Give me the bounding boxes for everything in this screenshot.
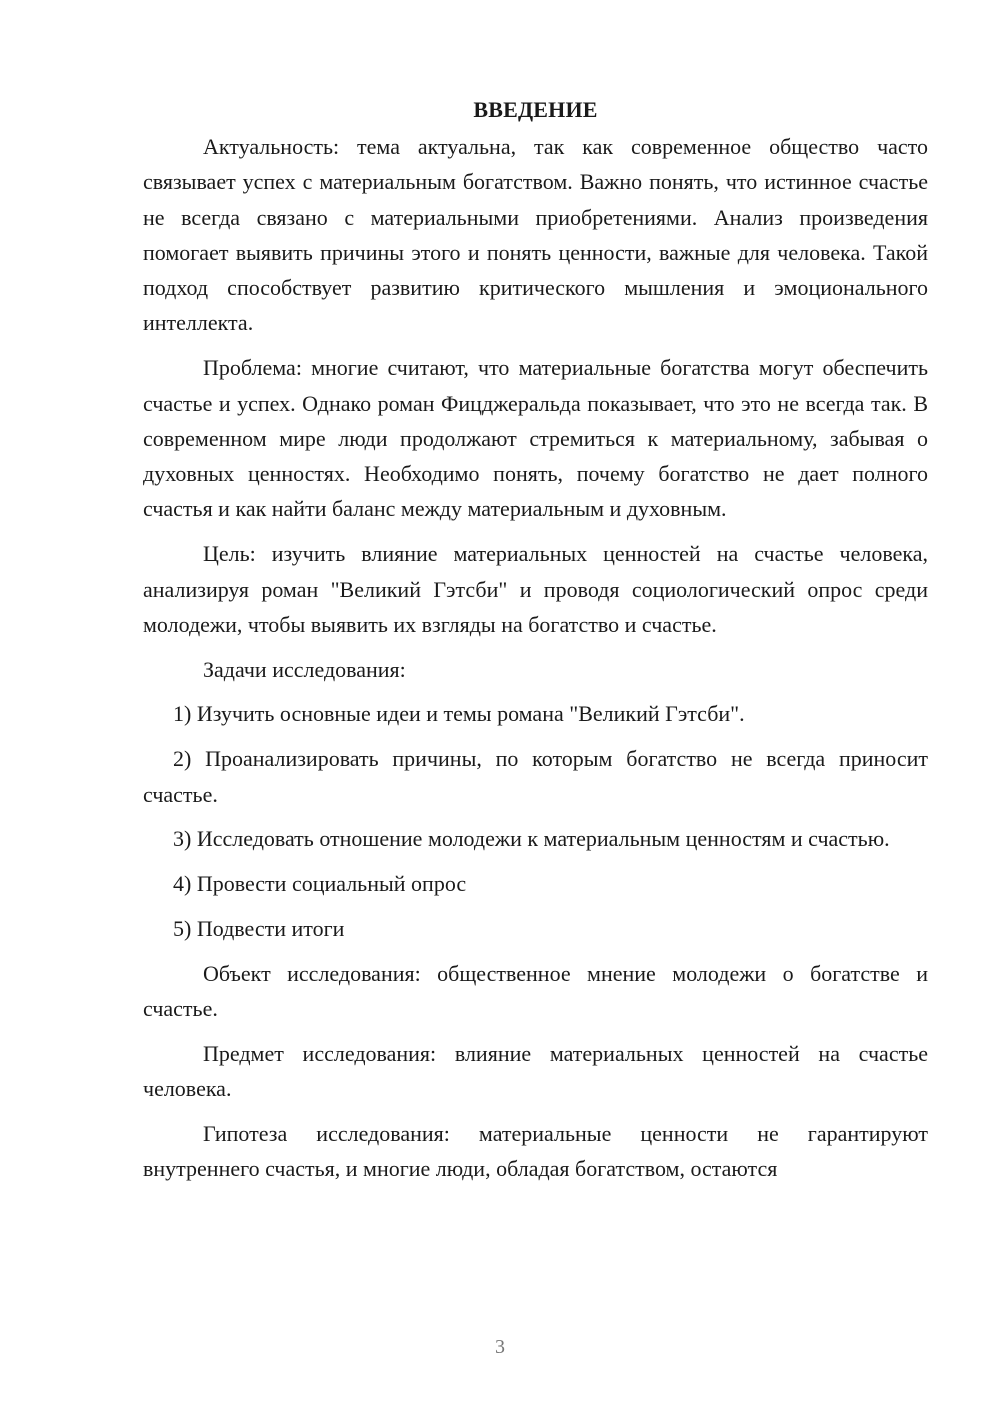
object-paragraph: Объект исследования: общественное мнение молодежи о богатстве и счастье. — [143, 960, 928, 1022]
tasks-heading: Задачи исследования: — [203, 656, 406, 682]
goal-paragraph: Цель: изучить влияние материальных ценностей на счастье человека, анализируя роман "Великий Гэтсби" и проводя социологический опрос среди молодежи, чтобы выявить их взгляды на богатство и счастье. — [143, 541, 928, 637]
subject-paragraph: Предмет исследования: влияние материальных ценностей на счастье человека. — [143, 1040, 928, 1102]
page-number: 3 — [495, 1336, 505, 1358]
relevance-paragraph: Актуальность: тема актуальна, так как современное общество часто связывает успех с материальным богатством. Важно понять, что истинное счастье не всегда связано с материальными приобретениями. Анализ произведения помогает выявить причины этого и понять ценности, важные для человека. Такой подход способствует развитию критического мышления и эмоционального интеллекта. — [143, 134, 928, 336]
page-content — [143, 92, 928, 1187]
hypothesis-paragraph: Гипотеза исследования: материальные ценности не гарантируют внутреннего счастья, и многие люди, обладая богатством, остаются — [143, 1120, 928, 1182]
task-item-1: 1) Изучить основные идеи и темы романа "Великий Гэтсби". — [173, 701, 745, 727]
task-item-2: 2) Проанализировать причины, по которым богатство не всегда приносит счастье. — [143, 746, 928, 807]
task-item-3: 3) Исследовать отношение молодежи к материальным ценностям и счастью. — [173, 826, 890, 852]
task-item-5: 5) Подвести итоги — [173, 915, 345, 941]
task-item-4: 4) Провести социальный опрос — [173, 871, 467, 897]
problem-paragraph: Проблема: многие считают, что материальные богатства могут обеспечить счастье и успех. Однако роман Фицджеральда показывает, что это не всегда так. В современном мире люди продолжают стремиться к материальному, забывая о духовных ценностях. Необходимо понять, почему богатство не дает полного счастья и как найти баланс между материальным и духовным. — [143, 355, 928, 522]
section-heading: ВВЕДЕНИЕ — [473, 97, 598, 122]
